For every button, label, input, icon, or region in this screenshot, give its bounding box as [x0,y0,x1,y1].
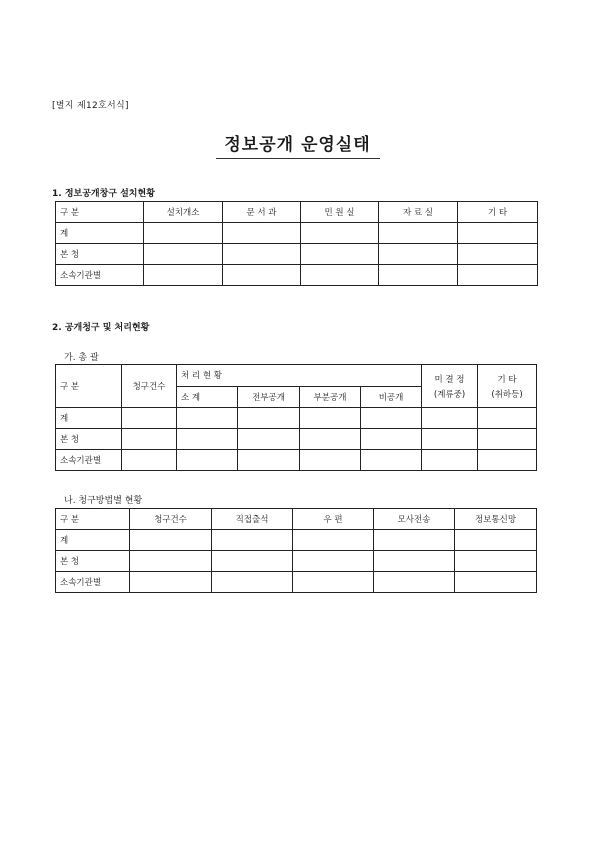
header-cell: 자 료 실 [379,202,458,223]
input-cell[interactable] [379,223,458,244]
input-cell[interactable] [361,408,422,429]
input-cell[interactable] [458,265,538,286]
subsection-a-label: 가. 총 괄 [64,353,99,363]
input-cell[interactable] [374,572,455,593]
input-cell[interactable] [301,265,379,286]
header-line: (취하등) [491,389,523,400]
input-cell[interactable] [122,408,177,429]
input-cell[interactable] [300,429,361,450]
section2a-table [55,364,537,471]
input-cell[interactable] [212,572,293,593]
table-header-row [56,509,537,530]
table-row [56,223,538,244]
input-cell[interactable] [238,408,300,429]
input-cell[interactable] [301,244,379,265]
table-header-row [56,202,538,223]
input-cell[interactable] [422,450,478,471]
input-cell[interactable] [144,244,223,265]
section1-heading: 1. 정보공개창구 설치현황 [52,189,155,199]
section1-table [55,201,538,286]
input-cell[interactable] [301,223,379,244]
input-cell[interactable] [300,408,361,429]
row-label: 계 [56,223,144,244]
input-cell[interactable] [130,530,212,551]
table-row [56,429,537,450]
header-line: 미 결 정 [434,374,465,385]
input-cell[interactable] [478,408,537,429]
input-cell[interactable] [361,429,422,450]
header-line: (계류중) [433,389,466,400]
input-cell[interactable] [130,572,212,593]
input-cell[interactable] [177,450,238,471]
input-cell[interactable] [374,551,455,572]
section2-heading: 2. 공개청구 및 처리현황 [52,323,150,333]
input-cell[interactable] [223,244,301,265]
header-cell: 처 리 현 황 [177,365,422,387]
header-cell: 청구건수 [130,509,212,530]
input-cell[interactable] [293,551,374,572]
input-cell[interactable] [238,429,300,450]
row-label: 본 청 [56,244,144,265]
input-cell[interactable] [458,244,538,265]
table-row [56,551,537,572]
header-cell: 소 계 [177,386,238,408]
input-cell[interactable] [478,429,537,450]
input-cell[interactable] [300,450,361,471]
header-cell [478,365,537,408]
input-cell[interactable] [144,265,223,286]
header-cell: 구 분 [56,202,144,223]
input-cell[interactable] [122,450,177,471]
row-label: 본 청 [56,429,122,450]
header-cell: 정보통신망 [455,509,537,530]
header-cell: 전부공개 [238,386,300,408]
input-cell[interactable] [422,408,478,429]
input-cell[interactable] [130,551,212,572]
table-row [56,530,537,551]
row-label: 계 [56,408,122,429]
header-cell: 기 타 [458,202,538,223]
input-cell[interactable] [293,572,374,593]
row-label: 소속기관별 [56,265,144,286]
input-cell[interactable] [238,450,300,471]
row-label: 계 [56,530,130,551]
header-cell: 청구건수 [122,365,177,408]
header-cell: 모사전송 [374,509,455,530]
input-cell[interactable] [223,265,301,286]
header-cell: 설치개소 [144,202,223,223]
row-label: 본 청 [56,551,130,572]
input-cell[interactable] [177,408,238,429]
table-row [56,408,537,429]
header-cell: 구 분 [56,509,130,530]
input-cell[interactable] [379,265,458,286]
input-cell[interactable] [455,551,537,572]
table-row [56,265,538,286]
input-cell[interactable] [122,429,177,450]
input-cell[interactable] [144,223,223,244]
table-row [56,450,537,471]
page-title: 정보공개 운영실태 [224,135,371,155]
subsection-b-label: 나. 청구방법별 현황 [64,496,143,506]
header-cell: 비공개 [361,386,422,408]
input-cell[interactable] [458,223,538,244]
input-cell[interactable] [293,530,374,551]
input-cell[interactable] [478,450,537,471]
input-cell[interactable] [379,244,458,265]
header-cell: 문 서 과 [223,202,301,223]
header-cell: 우 편 [293,509,374,530]
header-cell: 부분공개 [300,386,361,408]
table-header-row [56,365,537,387]
input-cell[interactable] [212,551,293,572]
input-cell[interactable] [223,223,301,244]
header-line: 기 타 [497,374,517,385]
section2b-table [55,508,537,593]
input-cell[interactable] [455,572,537,593]
input-cell[interactable] [455,530,537,551]
title-underline [216,158,380,159]
form-number: [별지 제12호서식] [52,101,129,111]
input-cell[interactable] [212,530,293,551]
input-cell[interactable] [177,429,238,450]
row-label: 소속기관별 [56,450,122,471]
header-cell: 직접출석 [212,509,293,530]
header-cell: 민 원 실 [301,202,379,223]
input-cell[interactable] [422,429,478,450]
input-cell[interactable] [361,450,422,471]
input-cell[interactable] [374,530,455,551]
table-row [56,572,537,593]
row-label: 소속기관별 [56,572,130,593]
header-cell: 구 분 [56,365,122,408]
header-cell [422,365,478,408]
table-row [56,244,538,265]
